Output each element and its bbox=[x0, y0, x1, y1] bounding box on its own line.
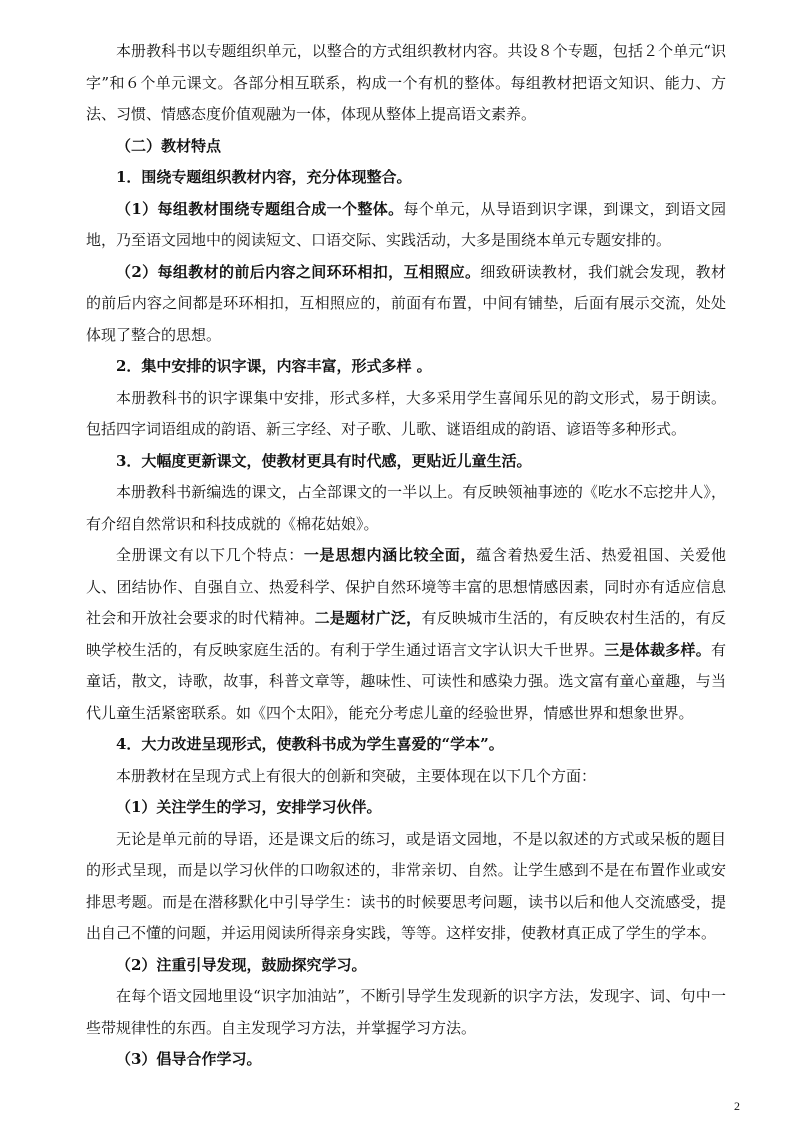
bold-text: 三是体裁多样。 bbox=[604, 640, 711, 659]
paragraph bbox=[86, 477, 726, 540]
bold-text: 二是题材广泛， bbox=[314, 609, 422, 627]
bold-text: （2）每组教材的前后内容之间环环相扣，互相照应。 bbox=[116, 262, 481, 281]
body-text: 全册课文有以下几个特点： bbox=[116, 546, 304, 564]
paragraph bbox=[86, 1044, 726, 1076]
paragraph bbox=[86, 194, 726, 257]
paragraph bbox=[86, 36, 726, 131]
bold-text: （二）教材特点 bbox=[116, 136, 222, 155]
body-text: 有童话，散文，诗歌，故事，科普文章等，趣味性、可读性和感染力强。选文富有童心童趣，与当代儿童生活紧密联系。如《四个太阳》，能充分考虑儿童的经验世界，情感世界和想象世界。 bbox=[86, 640, 726, 722]
paragraph bbox=[86, 162, 726, 194]
body-text: 蕴含着热爱生活、热爱祖国、关爱他人、团结协作、自强自立、热爱科学、保护自然环境等丰富的思想情感因素，同时亦有适应信息社会和开放社会要求的时代精神。 bbox=[86, 546, 726, 627]
paragraph bbox=[86, 729, 726, 761]
body-text: 在每个语文园地里设“识字加油站”，不断引导学生发现新的识字方法，发现字、词、句中一些带规律性的东西。自主发现学习方法，并掌握学习方法。 bbox=[86, 987, 726, 1037]
paragraph bbox=[86, 383, 726, 446]
body-text: 细致研读教材，我们就会发现，教材的前后内容之间都是环环相扣，互相照应的，前面有布置，中间有铺垫，后面有展示交流，处处体现了整合的思想。 bbox=[86, 262, 726, 344]
paragraph bbox=[86, 131, 726, 163]
body-text: 本册教科书以专题组织单元，以整合的方式组织教材内容。共设８个专题，包括２个单元“识字”和６个单元课文。各部分相互联系，构成一个有机的整体。每组教材把语文知识、能力、方法、习惯、情感态度价值观融为一体，体现从整体上提高语文素养。 bbox=[86, 42, 726, 123]
body-text: 本册教科书的识字课集中安排，形式多样，大多采用学生喜闻乐见的韵文形式，易于朗读。包括四字词语组成的韵语、新三字经、对子歌、儿歌、谜语组成的韵语、谚语等多种形式。 bbox=[86, 388, 726, 438]
body-text: 有反映城市生活的，有反映农村生活的，有反映学校生活的，有反映家庭生活的。有利于学生通过语言文字认识大千世界。 bbox=[86, 609, 726, 659]
document-body bbox=[86, 36, 726, 1076]
bold-text: 2．集中安排的识字课，内容丰富，形式多样 。 bbox=[116, 357, 432, 375]
page-number: 2 bbox=[734, 1099, 740, 1113]
bold-text: 4．大力改进呈现形式，使教科书成为学生喜爱的“学本”。 bbox=[116, 735, 504, 753]
paragraph bbox=[86, 351, 726, 383]
paragraph bbox=[86, 792, 726, 824]
paragraph bbox=[86, 824, 726, 950]
paragraph bbox=[86, 257, 726, 352]
bold-text: 1．围绕专题组织教材内容，充分体现整合。 bbox=[116, 168, 412, 186]
bold-text: （2）注重引导发现，鼓励探究学习。 bbox=[116, 955, 367, 974]
paragraph bbox=[86, 950, 726, 982]
paragraph bbox=[86, 761, 726, 793]
paragraph bbox=[86, 540, 726, 729]
bold-text: 3．大幅度更新课文，使教材更具有时代感，更贴近儿童生活。 bbox=[116, 451, 532, 470]
bold-text: （3）倡导合作学习。 bbox=[116, 1050, 262, 1068]
body-text: 本册教材在呈现方式上有很大的创新和突破，主要体现在以下几个方面： bbox=[116, 766, 597, 785]
paragraph bbox=[86, 446, 726, 478]
body-text: 无论是单元前的导语，还是课文后的练习，或是语文园地，不是以叙述的方式或呆板的题目的形式呈现，而是以学习伙伴的口吻叙述的，非常亲切、自然。让学生感到不是在布置作业或安排思考题。而是在潜移默化中引导学生：读书的时候要思考问题，读书以后和他人交流感受，提出自己不懂的问题，并运用阅读所得亲身实践，等等。这样安排，使教材真正成了学生的学本。 bbox=[86, 829, 726, 942]
bold-text: （1）每组教材围绕专题组合成一个整体。 bbox=[116, 199, 404, 218]
bold-text: （1）关注学生的学习，安排学习伙伴。 bbox=[116, 798, 382, 816]
paragraph bbox=[86, 981, 726, 1044]
body-text: 本册教科书新编选的课文，占全部课文的一半以上。有反映领袖事迹的《吃水不忘挖井人》，有介绍自然常识和科技成就的《棉花姑娘》。 bbox=[86, 483, 726, 533]
body-text: 每个单元，从导语到识字课，到课文，到语文园地，乃至语文园地中的阅读短文、口语交际、实践活动，大多是围绕本单元专题安排的。 bbox=[86, 199, 726, 249]
bold-text: 一是思想内涵比较全面， bbox=[303, 546, 477, 564]
